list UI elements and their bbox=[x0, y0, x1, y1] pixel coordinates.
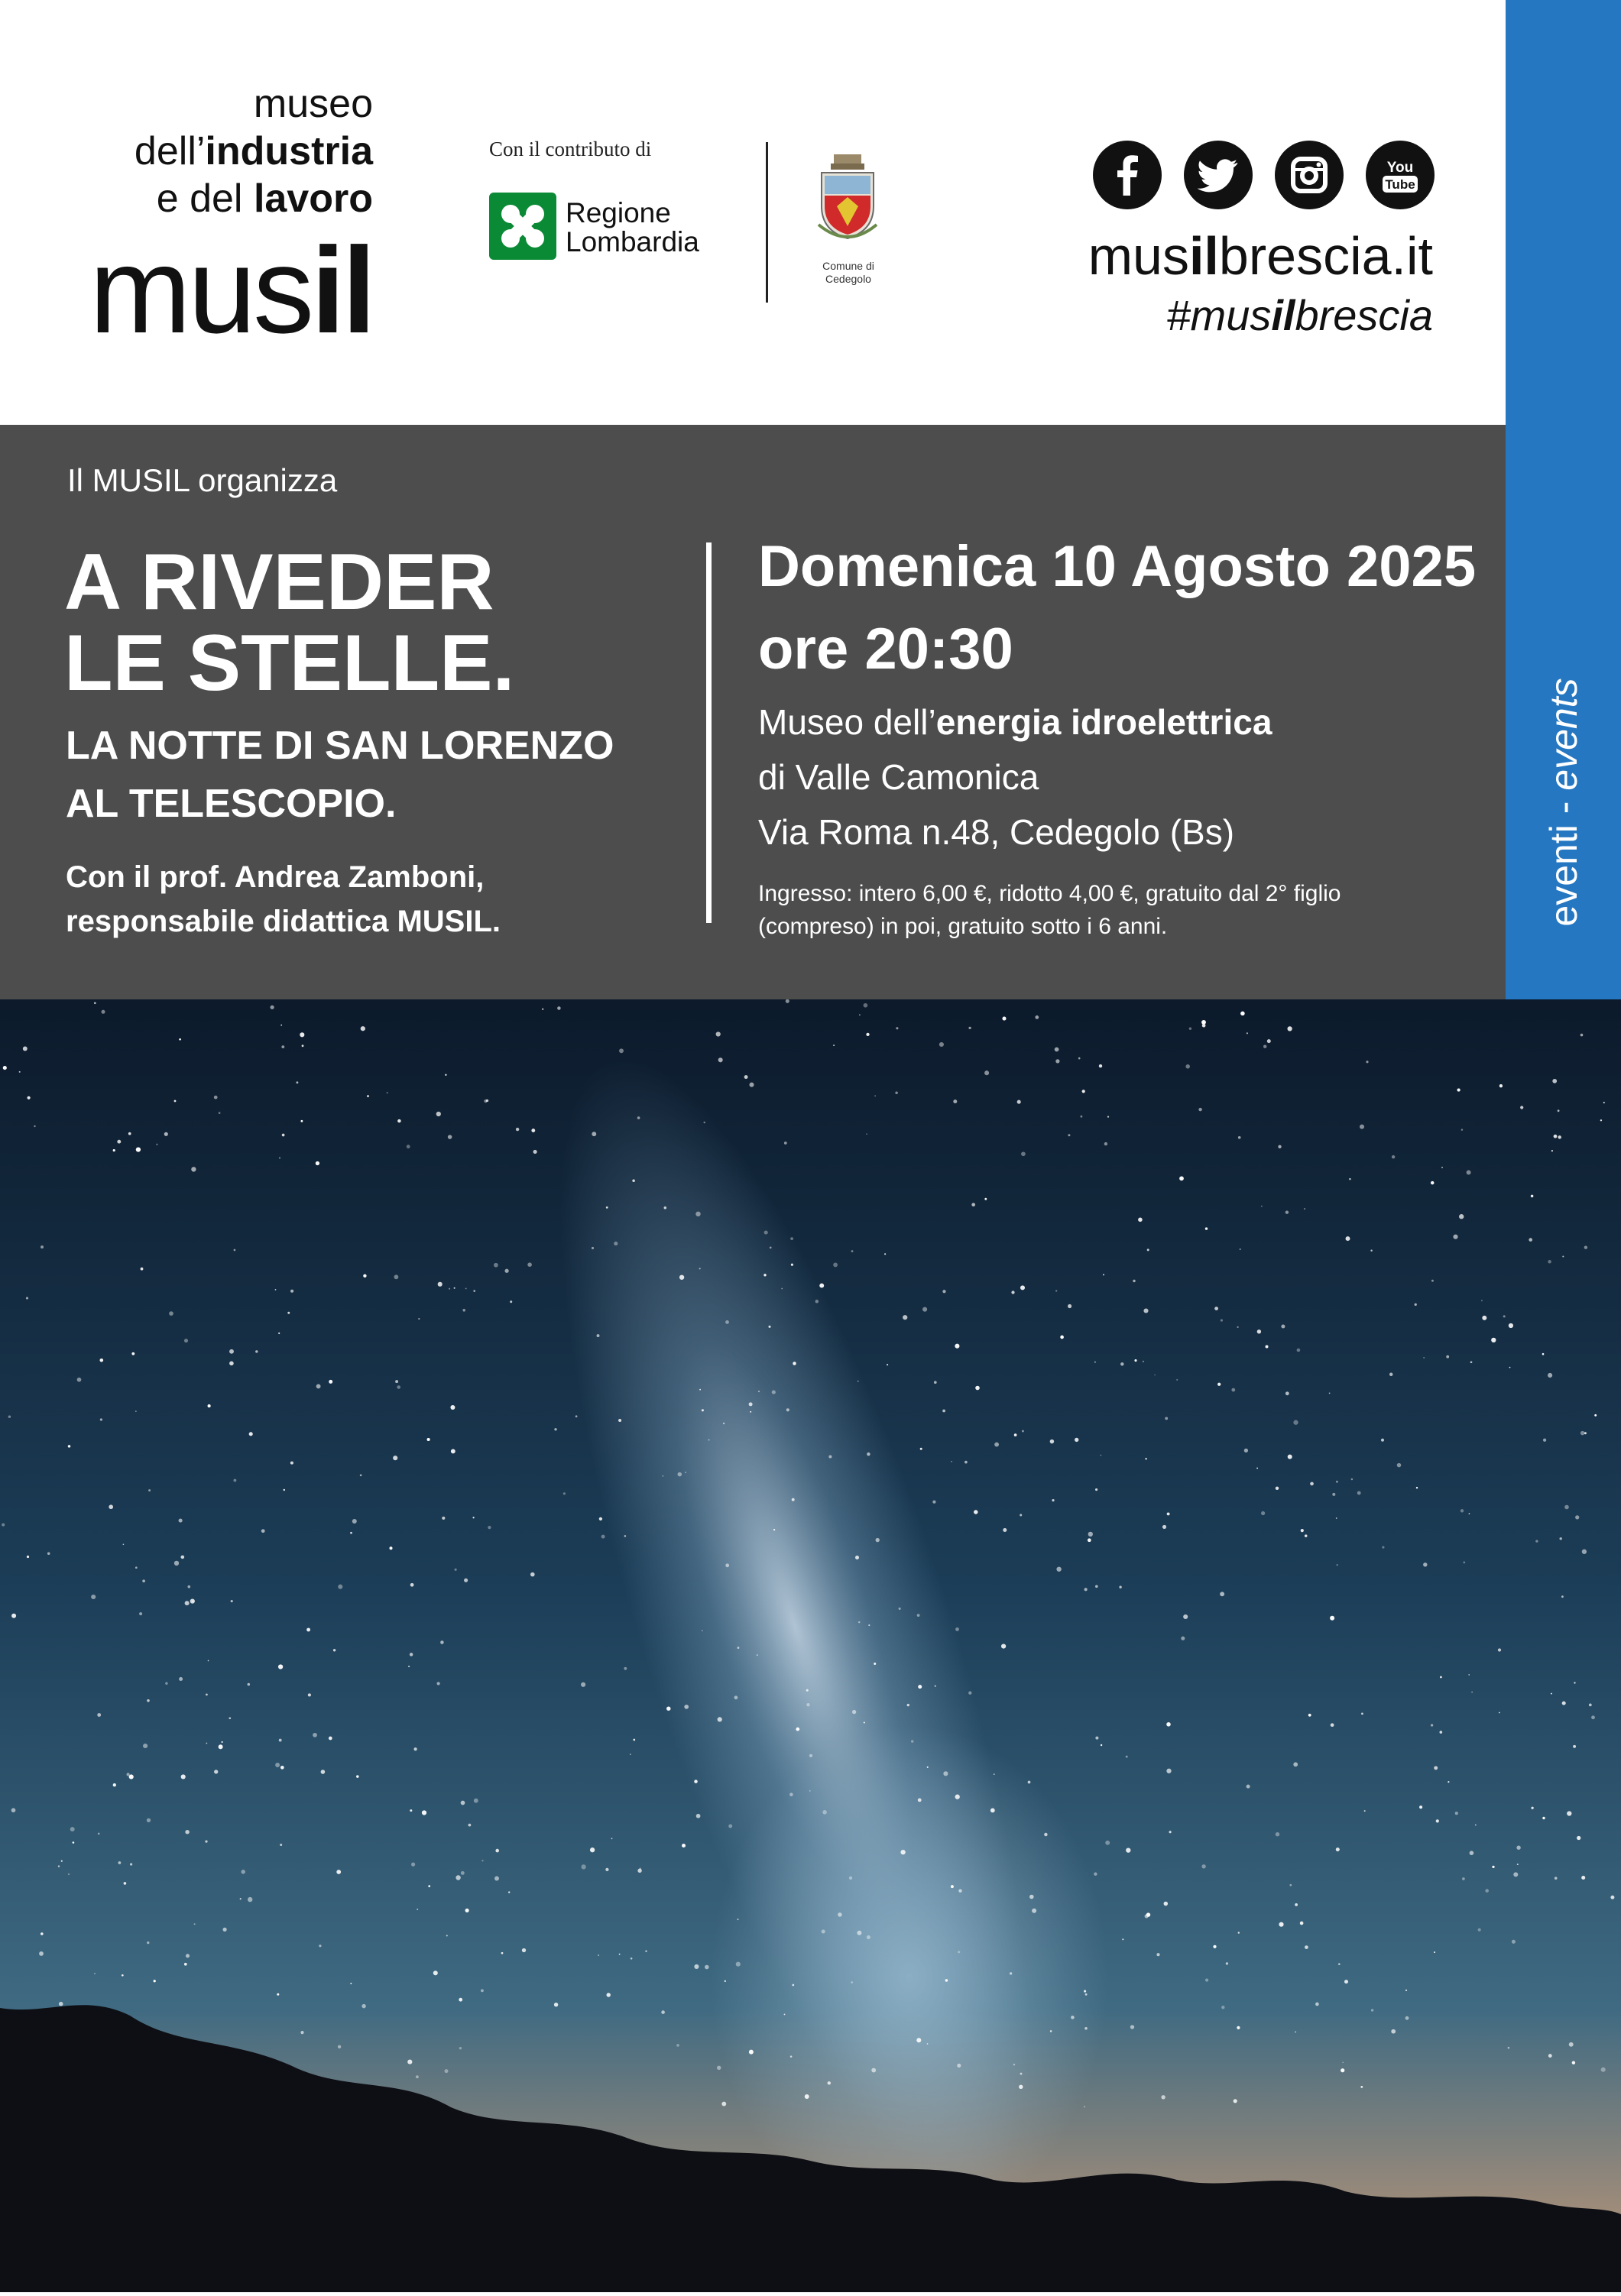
logo-line-museo: museo bbox=[253, 82, 373, 126]
instagram-icon[interactable] bbox=[1275, 141, 1344, 209]
events-label bbox=[1542, 678, 1586, 926]
hashtag-text: #mus bbox=[1166, 291, 1272, 339]
municipality-label-line1: Comune di bbox=[822, 260, 874, 272]
logo-text-bold: industria bbox=[205, 129, 373, 173]
region-flower-icon bbox=[489, 193, 556, 260]
speaker-line1: Con il prof. Andrea Zamboni, bbox=[66, 860, 485, 894]
event-subtitle-line2: AL TELESCOPIO. bbox=[66, 782, 397, 826]
website-text: brescia.it bbox=[1218, 226, 1433, 286]
regione-lombardia-logo bbox=[489, 191, 734, 261]
speaker-line2: responsabile didattica MUSIL. bbox=[66, 905, 501, 938]
events-label-it: eventi - bbox=[1542, 790, 1585, 927]
website-text-bold: il bbox=[1188, 226, 1219, 286]
facebook-icon[interactable] bbox=[1093, 141, 1162, 209]
logo-wordmark-bold: il bbox=[311, 222, 373, 358]
logo-line-lavoro bbox=[156, 176, 373, 221]
municipality-label-line2: Cedegolo bbox=[825, 273, 871, 285]
twitter-icon[interactable] bbox=[1184, 141, 1253, 209]
event-subtitle-line1: LA NOTTE DI SAN LORENZO bbox=[66, 724, 614, 768]
region-name-line2: Lombardia bbox=[566, 226, 699, 257]
logo-wordmark-text: mus bbox=[89, 222, 312, 358]
logo-text: e del bbox=[156, 176, 254, 221]
hashtag-text-bold: il bbox=[1271, 291, 1295, 339]
logo-text-bold: lavoro bbox=[253, 176, 373, 221]
contributor-label: Con il contributo di bbox=[489, 138, 652, 160]
event-date: Domenica 10 Agosto 2025 bbox=[758, 534, 1477, 599]
ticket-price-line1: Ingresso: intero 6,00 €, ridotto 4,00 €, gratuito dal 2° figlio bbox=[758, 881, 1341, 906]
venue-address: Via Roma n.48, Cedegolo (Bs) bbox=[758, 812, 1235, 852]
region-name bbox=[566, 199, 699, 257]
ticket-price-line2: (compreso) in poi, gratuito sotto i 6 anni. bbox=[758, 914, 1168, 939]
website-link[interactable] bbox=[994, 226, 1433, 286]
logo-wordmark bbox=[89, 222, 373, 358]
municipality-crest-icon bbox=[814, 153, 881, 244]
event-time: ore 20:30 bbox=[758, 617, 1013, 682]
panel-divider bbox=[706, 542, 712, 923]
night-sky-telescope-photo bbox=[0, 999, 1621, 2292]
venue-line2: di Valle Camonica bbox=[758, 757, 1039, 797]
logo-divider bbox=[766, 142, 768, 303]
venue-name-bold: energia idroelettrica bbox=[935, 702, 1272, 742]
region-name-line1: Regione bbox=[566, 197, 671, 228]
hashtag-text: brescia bbox=[1295, 291, 1433, 339]
youtube-icon[interactable] bbox=[1366, 141, 1435, 209]
social-icons bbox=[1093, 141, 1435, 209]
youtube-text-you: You bbox=[1386, 160, 1414, 176]
youtube-text-tube: Tube bbox=[1385, 177, 1415, 192]
hashtag bbox=[994, 291, 1433, 339]
events-label-en: events bbox=[1542, 678, 1585, 791]
venue-name-text: Museo dell’ bbox=[758, 702, 936, 742]
event-title-line2: LE STELLE. bbox=[64, 619, 515, 708]
municipality-label bbox=[799, 260, 898, 286]
logo-line-industria bbox=[135, 131, 373, 171]
website-text: mus bbox=[1088, 226, 1189, 286]
logo-text: dell’ bbox=[134, 129, 206, 173]
event-title-line1: A RIVEDER bbox=[64, 538, 494, 627]
events-sidebar-label bbox=[1506, 611, 1621, 993]
venue-name bbox=[758, 701, 1272, 743]
organizer-text: Il MUSIL organizza bbox=[67, 462, 338, 498]
musil-logo bbox=[67, 82, 373, 358]
